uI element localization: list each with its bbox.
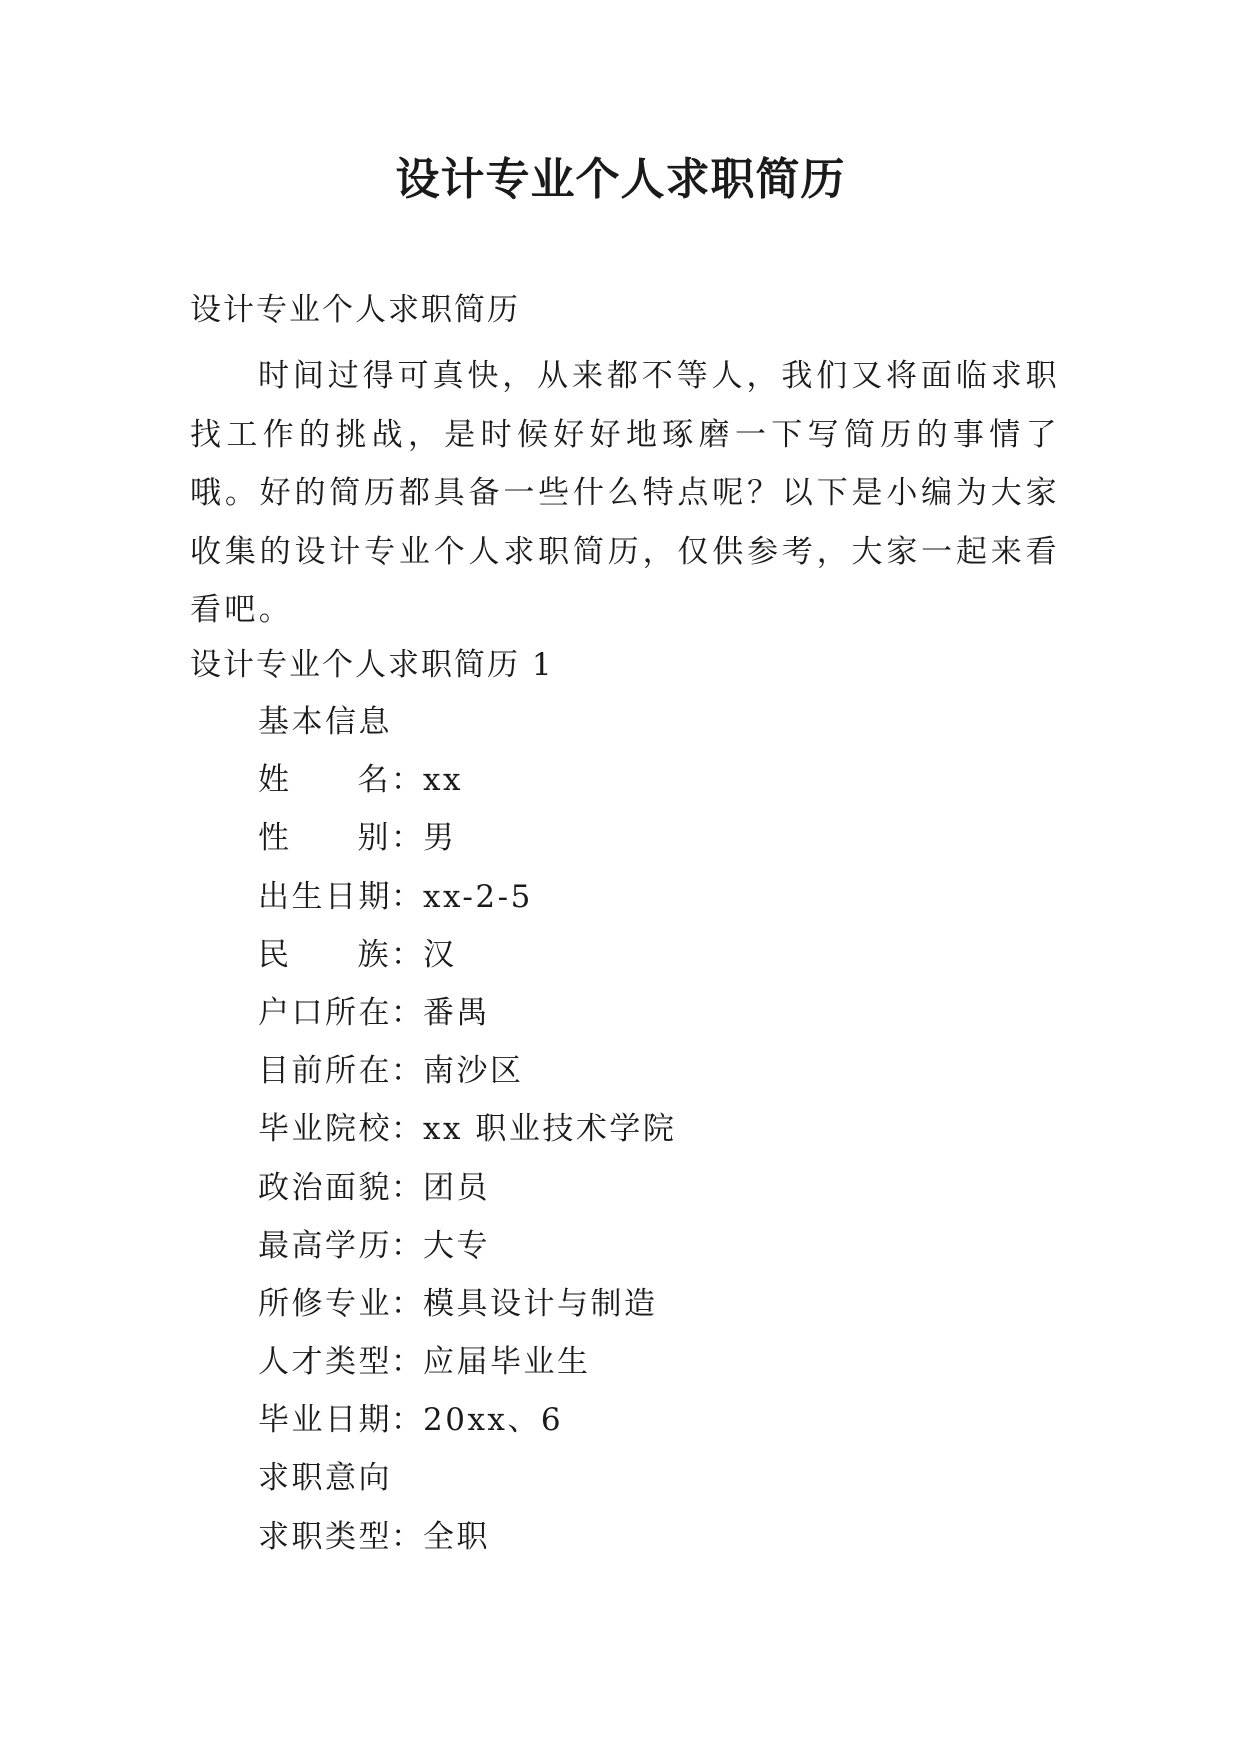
- field-name-label: 姓 名: [258, 762, 391, 799]
- field-ethnicity-label: 民 族: [258, 936, 391, 973]
- field-birth-date: 出生日期 ： xx-2-5: [258, 878, 533, 915]
- field-major-label: 所修专业: [258, 1285, 392, 1322]
- field-gender-label: 性 别: [258, 820, 391, 857]
- field-hukou: 户口所在 ： 番禺: [258, 994, 490, 1031]
- field-political-status-label: 政治面貌: [258, 1169, 392, 1206]
- field-education-label: 最高学历: [258, 1227, 392, 1264]
- intro-paragraph: 时间过得可真快，从来都不等人，我们又将面临求职找工作的挑战，是时候好好地琢磨一下写简历的事情了哦。好的简历都具备一些什么特点呢？以下是小编为大家收集的设计专业个人求职简历，仅供参考，大家一起来看看吧。: [190, 358, 1060, 628]
- field-graduation-date: 毕业日期 ： 20xx、6: [258, 1402, 564, 1439]
- field-education-value: 大专: [423, 1227, 490, 1264]
- field-ethnicity: 民 族 ： 汉: [258, 936, 457, 973]
- job-intent-heading: 求职意向: [258, 1460, 392, 1497]
- field-ethnicity-value: 汉: [423, 936, 457, 973]
- field-gender-value: 男: [423, 820, 457, 857]
- field-job-type: 求职类型 ： 全职: [258, 1518, 490, 1555]
- field-birth-date-value: xx-2-5: [423, 878, 533, 915]
- field-hukou-label: 户口所在: [258, 994, 392, 1031]
- field-residence-label: 目前所在: [258, 1053, 392, 1090]
- field-name: 姓 名 ： xx: [258, 762, 463, 799]
- field-school: 毕业院校 ： xx 职业技术学院: [258, 1111, 677, 1148]
- field-residence: 目前所在 ： 南沙区: [258, 1053, 524, 1090]
- field-graduation-date-value: 20xx、6: [423, 1402, 564, 1439]
- field-education: 最高学历 ： 大专: [258, 1227, 490, 1264]
- field-name-value: xx: [423, 762, 463, 799]
- field-political-status-value: 团员: [423, 1169, 490, 1206]
- field-school-label: 毕业院校: [258, 1111, 392, 1148]
- field-birth-date-label: 出生日期: [258, 878, 392, 915]
- field-residence-value: 南沙区: [423, 1053, 524, 1090]
- document-title: 设计专业个人求职简历: [395, 154, 846, 205]
- field-job-type-label: 求职类型: [258, 1518, 392, 1555]
- field-talent-type: 人才类型 ： 应届毕业生: [258, 1344, 591, 1381]
- basic-info-list: [258, 702, 676, 1575]
- section-title-resume-1: 设计专业个人求职简历 1: [190, 647, 554, 683]
- field-school-value: xx 职业技术学院: [423, 1111, 677, 1148]
- field-major-value: 模具设计与制造: [423, 1285, 658, 1322]
- field-talent-type-label: 人才类型: [258, 1344, 392, 1381]
- field-graduation-date-label: 毕业日期: [258, 1402, 392, 1439]
- field-job-type-value: 全职: [423, 1518, 490, 1555]
- field-talent-type-value: 应届毕业生: [423, 1344, 591, 1381]
- field-gender: 性 别 ： 男: [258, 820, 457, 857]
- document-subtitle: 设计专业个人求职简历: [190, 292, 520, 328]
- field-political-status: 政治面貌 ： 团员: [258, 1169, 490, 1206]
- field-major: 所修专业 ： 模具设计与制造: [258, 1285, 658, 1322]
- basic-info-heading: 基本信息: [258, 704, 392, 740]
- field-hukou-value: 番禺: [423, 994, 490, 1031]
